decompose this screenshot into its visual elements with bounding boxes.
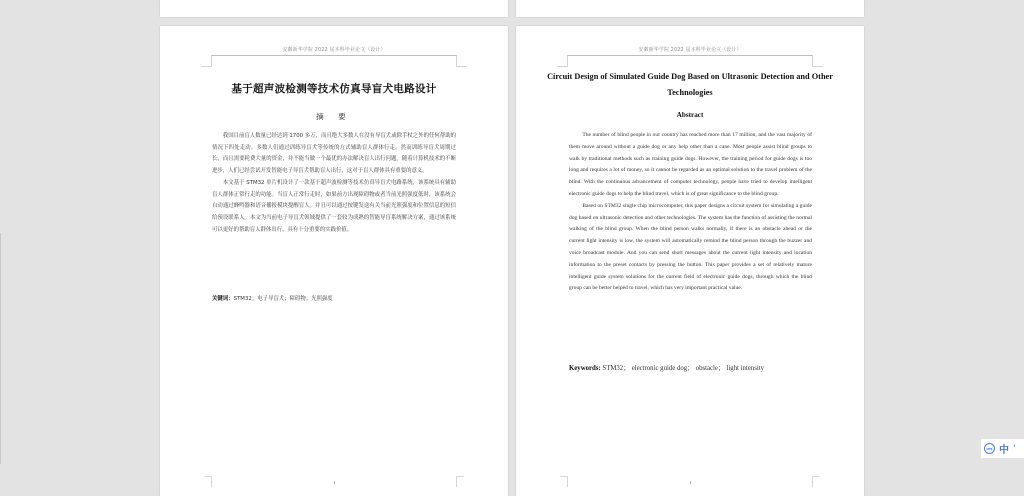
keywords-line-chinese bbox=[212, 294, 456, 302]
previous-page-left bbox=[160, 0, 508, 17]
page-chinese-abstract bbox=[160, 26, 508, 496]
left-scroll-edge bbox=[0, 233, 1, 464]
ime-toolbar[interactable] bbox=[981, 439, 1024, 458]
abstract-heading-english: Abstract bbox=[676, 111, 704, 119]
margin-corner-mark bbox=[456, 476, 464, 487]
page-english-abstract bbox=[516, 26, 864, 496]
running-header: 安徽新华学院 2022 届本科毕业论文（设计） bbox=[638, 47, 742, 53]
abstract-paragraph: Based on STM32 single chip microcomputer, this paper designs a circuit system for simulating a guide dog based on ultrasonic detection and other technologies. The system has the function of assisting the normal walking of the blind group. When the blind person walks normally, if there is an obstacle ahead or the current light intensity is low, the system will automatically remind the blind person through the buzzer and voice broadcast module. And you can send short messages about the current light intensity and location information to the preset contacts by pressing the button. This paper provides a set of relatively mature intelligent guide system solutions for the current field of electronic guide dogs, through which the blind group can be better helped to travel, which has very important practical value. bbox=[569, 202, 812, 292]
margin-corner-mark bbox=[813, 66, 823, 67]
margin-corner-mark bbox=[204, 476, 212, 487]
margin-corner-mark bbox=[557, 66, 567, 67]
keywords-value: STM32；电子导盲犬；障碍物；光照强度 bbox=[233, 296, 333, 302]
margin-corner-mark bbox=[812, 476, 820, 487]
abstract-paragraph: The number of blind people in our country has reached more than 17 million, and the vast majority of them move around without a guide dog or any help other than a cane. Most people assist blind groups to walk by traditional methods such as training guide dogs. However, the training period for guide dogs is too long and requires a lot of money, so it cannot be regarded as an optimal solution to the travel problem of the blind. With the continuous advancement of computer technology, people have tried to develop intelligent electronic guide dogs to help the blind travel, which is of great significance to the blind group. bbox=[569, 132, 812, 197]
margin-corner-mark bbox=[201, 66, 211, 67]
ime-punctuation-toggle[interactable]: ' bbox=[1013, 443, 1016, 454]
thesis-title-english: Circuit Design of Simulated Guide Dog Based on Ultrasonic Detection and Other Technologies bbox=[547, 72, 833, 97]
thesis-title-chinese: 基于超声波检测等技术仿真导盲犬电路设计 bbox=[231, 83, 437, 95]
margin-corner-mark bbox=[457, 66, 467, 67]
abstract-paragraph: 我国目前盲人数量已经达到 1700 多万，而且绝大多数人在没有导盲犬或除手杖之外的任何帮助的情况下四处走动。多数人们通过训练导盲犬等传统的方式辅助盲人群体行走。然而训练导盲犬周期过长，而且需要耗费大量的资金，并不能当做一个最优的办法解决盲人出行问题。随着计算机技术的不断进步，人们已经尝试开发智能电子导盲犬帮助盲人出行，这对于盲人群体具有重要的意义。 bbox=[212, 133, 456, 175]
abstract-body-chinese bbox=[212, 131, 456, 236]
abstract-body-english bbox=[569, 130, 812, 295]
keywords-line-english bbox=[569, 362, 829, 372]
ime-logo-icon[interactable] bbox=[984, 443, 995, 454]
ime-logo-text: IME bbox=[986, 446, 993, 451]
keywords-value: STM32； electronic guide dog； obstacle； light intensity bbox=[602, 365, 765, 372]
previous-page-right bbox=[516, 0, 864, 17]
keywords-label: 关键词： bbox=[212, 296, 234, 302]
running-header: 安徽新华学院 2022 届本科毕业论文（设计） bbox=[282, 47, 386, 53]
header-rule bbox=[567, 55, 813, 67]
keywords-label: Keywords: bbox=[569, 365, 603, 372]
margin-corner-mark bbox=[560, 476, 568, 487]
ime-language-toggle[interactable]: 中 bbox=[999, 445, 1009, 456]
abstract-heading-chinese: 摘 要 bbox=[316, 112, 352, 121]
header-rule bbox=[211, 55, 457, 67]
abstract-paragraph: 本文基于 STM32 单片机设计了一款基于超声波检测等技术仿真导盲犬电路系统，该系统具有辅助盲人群体正常行走的功能。当盲人正常行走时，如果前方出现障碍物或者当前光照强度低时，该系统会自动通过蜂鸣器和语音播报模块提醒盲人。并且可以通过按键发送有关当前光照强度和位置信息的短信给预设联系人。本文为当前电子导盲犬领域提供了一套较为成熟的智能导盲系统解决方案，通过该系统可以更好的帮助盲人群体出行，具有十分重要的实践价值。 bbox=[212, 179, 456, 233]
